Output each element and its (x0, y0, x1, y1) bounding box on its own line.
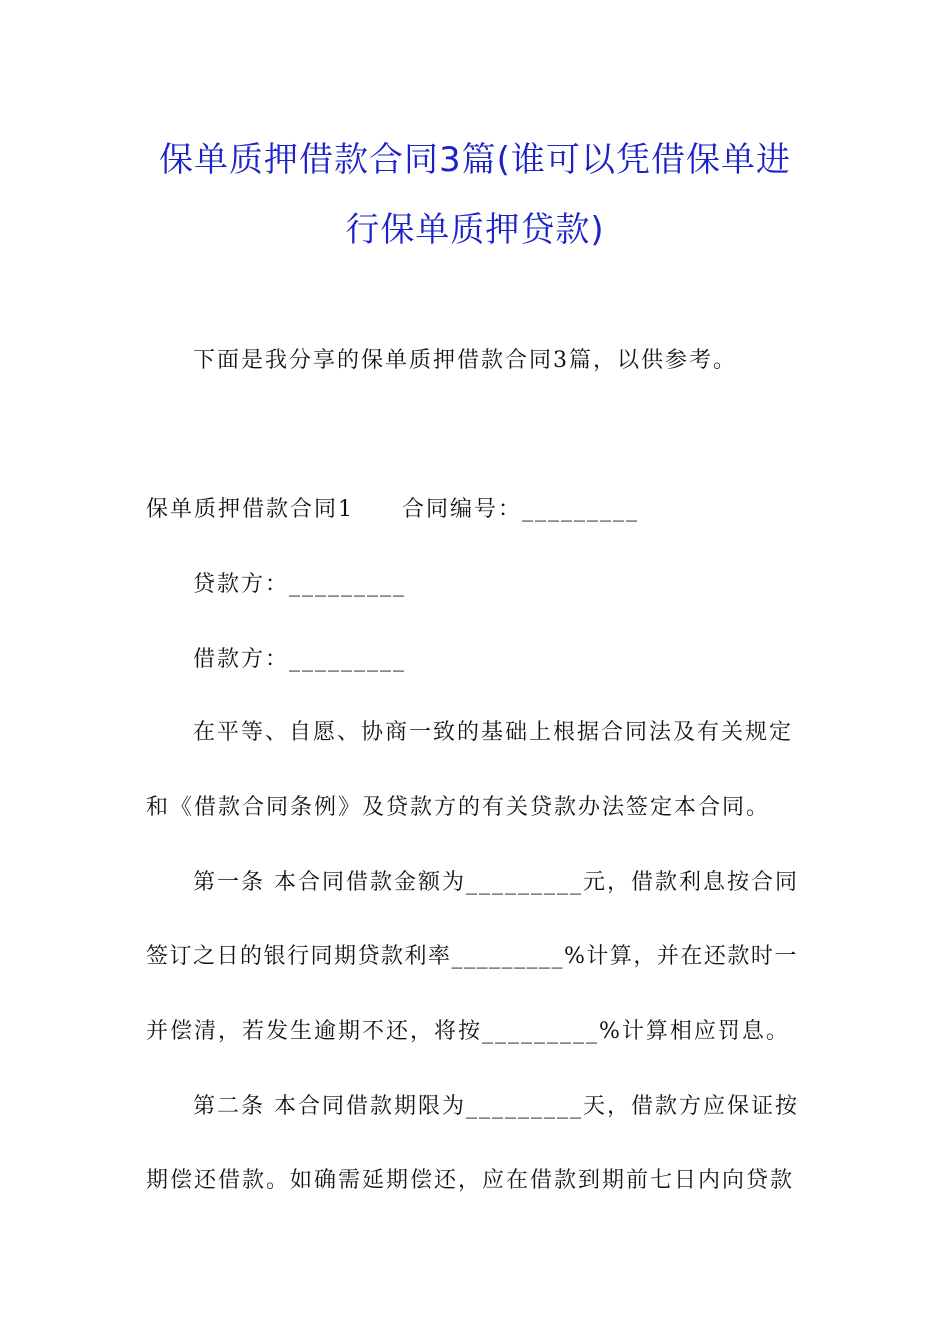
article-1-text-d: %计算，并在还款时一 (564, 944, 798, 969)
article-1-blank-rate: _________ (451, 944, 565, 969)
article-2-text-b: 天，借款方应保证按 (583, 1094, 800, 1119)
article-1-text-b: 元，借款利息按合同 (583, 870, 800, 895)
intro-paragraph: 下面是我分享的保单质押借款合同3篇，以供参考。 (193, 348, 737, 373)
lender-label: 贷款方： (193, 572, 290, 597)
article-1-text-c: 签订之日的银行同期贷款利率 (146, 944, 452, 969)
article-1-line-1 (193, 868, 799, 898)
contract-number-blank: _________ (522, 497, 640, 522)
lender-line (193, 570, 406, 600)
borrower-line (193, 645, 406, 675)
document-title-line-1: 保单质押借款合同3篇(谁可以凭借保单进 (159, 140, 791, 180)
borrower-label: 借款方： (193, 647, 290, 672)
article-2-line-1 (193, 1092, 799, 1122)
lender-blank: _________ (289, 572, 407, 597)
paragraph-1-line-2: 和《借款合同条例》及贷款方的有关贷款办法签定本合同。 (146, 795, 771, 820)
paragraph-1-line-1: 在平等、自愿、协商一致的基础上根据合同法及有关规定 (193, 720, 794, 745)
article-1-text-a: 第一条 本合同借款金额为 (193, 870, 466, 895)
contract1-heading: 保单质押借款合同1 (146, 497, 354, 522)
document-title-line-2: 行保单质押贷款) (345, 210, 605, 250)
article-1-line-3 (146, 1017, 790, 1047)
article-1-text-f: %计算相应罚息。 (599, 1019, 790, 1044)
article-1-line-2 (146, 942, 798, 972)
article-2-line-2: 期偿还借款。如确需延期偿还，应在借款到期前七日内向贷款 (146, 1168, 795, 1193)
article-2-text-a: 第二条 本合同借款期限为 (193, 1094, 466, 1119)
article-1-blank-amount: _________ (466, 870, 583, 895)
article-1-text-e: 并偿清，若发生逾期不还，将按 (146, 1019, 483, 1044)
contract-number-label: 合同编号： (402, 497, 523, 522)
contract1-heading-line (146, 495, 639, 525)
borrower-blank: _________ (289, 647, 407, 672)
article-2-blank-term: _________ (466, 1094, 583, 1119)
article-1-blank-penalty: _________ (482, 1019, 600, 1044)
